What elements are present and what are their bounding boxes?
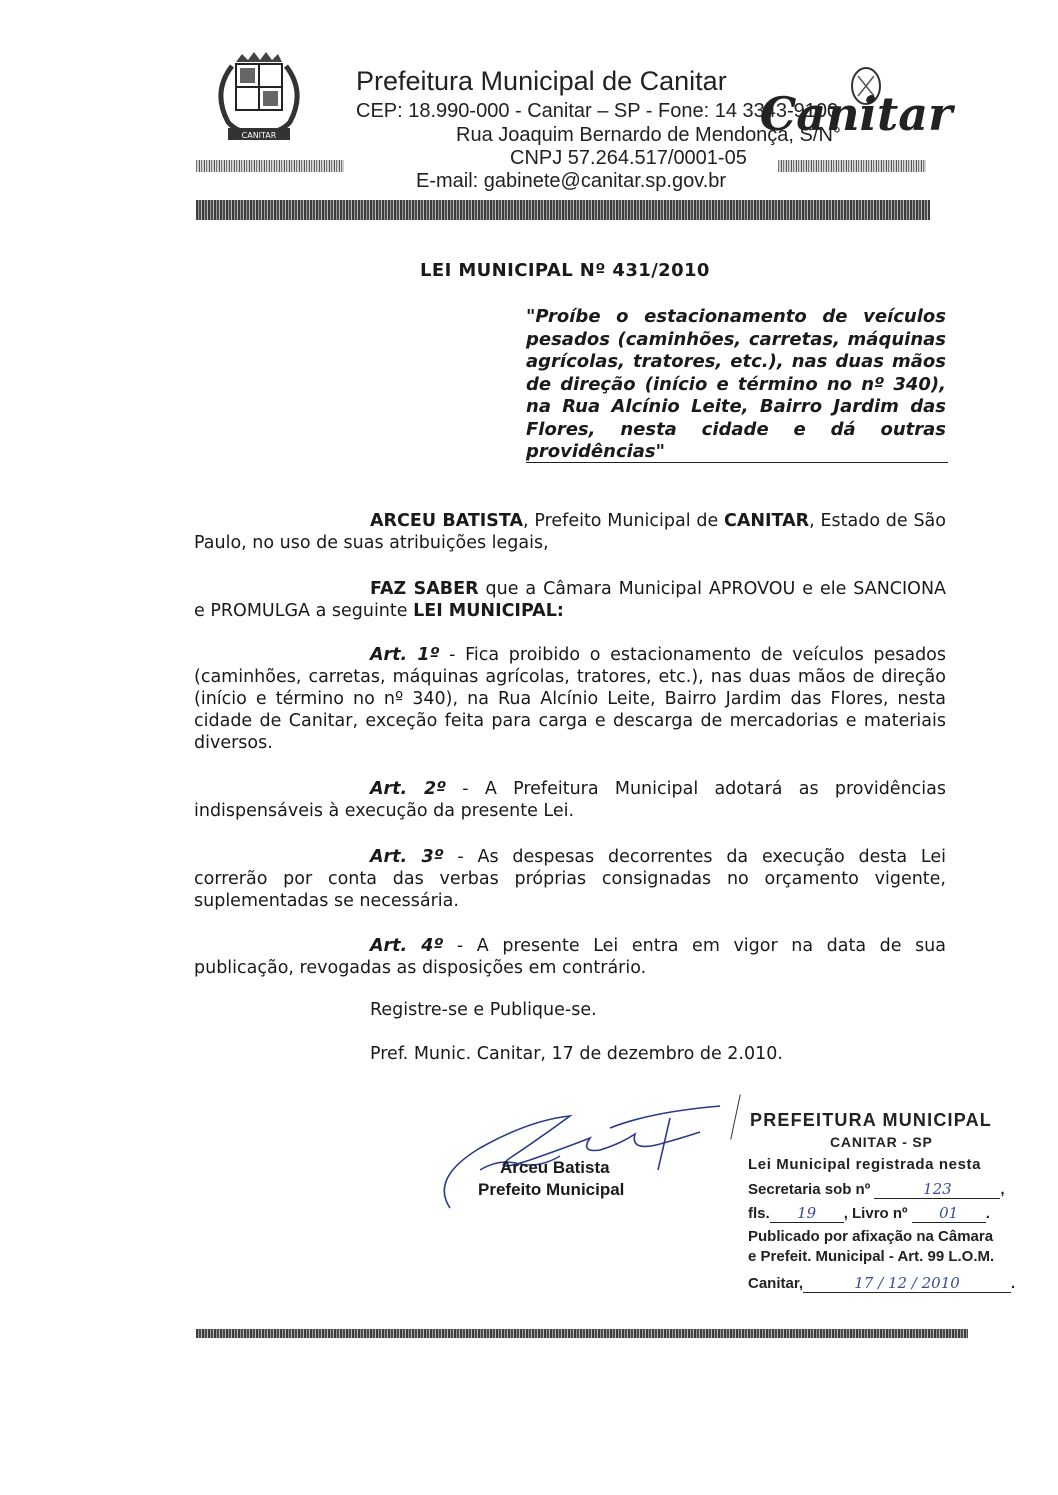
- article-2-label: Art. 2º: [370, 779, 447, 799]
- canitar-logo-icon: [759, 60, 953, 150]
- registre-publique: Registre-se e Publique-se.: [370, 1000, 597, 1020]
- article-3-label: Art. 3º: [370, 847, 444, 867]
- stamp-line-secretaria: Secretaria sob nº 123 ,: [748, 1180, 1005, 1198]
- canitar-logo-word: Canitar: [759, 87, 953, 141]
- municipal-crest-icon: [206, 52, 310, 148]
- law-ementa: "Proíbe o estacionamento de veículos pesados (caminhões, carretas, máquinas agrícolas, tratores, etc.), nas duas mãos de direção (início e término no nº 340), na Rua Alcínio Leite, Bairro Jardim das Flores, nesta cidade e dá outras providências": [526, 306, 946, 462]
- footer-divider-bar: [196, 1329, 968, 1338]
- crest-label: CANITAR: [241, 131, 277, 140]
- header-email: E-mail: gabinete@canitar.sp.gov.br: [416, 170, 727, 192]
- header-cnpj: CNPJ 57.264.517/0001-05: [510, 147, 747, 169]
- header-decor-bar-right: [778, 160, 926, 172]
- stamp-corner-mark: [730, 1094, 741, 1139]
- article-4: Art. 4º - A presente Lei entra em vigor na data de sua publicação, revogadas as disposições em contrário.: [194, 936, 947, 978]
- signing-date: Pref. Munic. Canitar, 17 de dezembro de 2.010.: [370, 1044, 783, 1064]
- signatory-name: Arceu Batista: [500, 1158, 610, 1177]
- stamp-folio-number: 19: [770, 1204, 844, 1223]
- article-3: Art. 3º - As despesas decorrentes da execução desta Lei correrão por conta das verbas próprias consignadas no orçamento vigente, suplementadas se necessária.: [194, 847, 947, 911]
- city-name: CANITAR: [724, 511, 810, 531]
- header-decor-bar-left: [196, 160, 344, 172]
- article-1-label: Art. 1º: [370, 645, 440, 665]
- article-1: Art. 1º - Fica proibido o estacionamento de veículos pesados (caminhões, carretas, máquinas agrícolas, tratores, etc.), nas duas mãos de direção (início e término no nº 340), na Rua Alcínio Leite, Bairro Jardim das Flores, nesta cidade de Canitar, exceção feita para carga e descarga de mercadorias e materiais diversos.: [194, 645, 947, 753]
- stamp-line-registered: Lei Municipal registrada nesta: [748, 1156, 982, 1173]
- law-title: LEI MUNICIPAL Nº 431/2010: [420, 260, 710, 281]
- intro-paragraph: ARCEU BATISTA, Prefeito Municipal de CANITAR, Estado de São Paulo, no uso de suas atribuições legais,: [194, 511, 946, 553]
- article-2: Art. 2º - A Prefeitura Municipal adotará as providências indispensáveis à execução da presente Lei.: [194, 779, 946, 821]
- header-divider-bar: [196, 200, 930, 220]
- signatory-role: Prefeito Municipal: [478, 1180, 625, 1199]
- mayor-name: ARCEU BATISTA: [370, 511, 524, 531]
- ementa-underline: [526, 462, 948, 463]
- stamp-title: PREFEITURA MUNICIPAL: [750, 1110, 992, 1130]
- promulgation-paragraph: FAZ SABER que a Câmara Municipal APROVOU e ele SANCIONA e PROMULGA a seguinte LEI MUNICIPAL:: [194, 579, 947, 621]
- stamp-line-folios: fls. 19 , Livro nº 01 .: [748, 1204, 990, 1222]
- header-address: Rua Joaquim Bernardo de Mendonça, S/N°: [456, 124, 841, 146]
- stamp-line-date: Canitar, 17 / 12 / 2010 .: [748, 1274, 1016, 1292]
- stamp-subtitle: CANITAR - SP: [830, 1134, 933, 1150]
- header-title: Prefeitura Municipal de Canitar: [356, 66, 727, 96]
- stamp-line-publicado: Publicado por afixação na Câmara: [748, 1228, 994, 1245]
- stamp-date-value: 17 / 12 / 2010: [803, 1274, 1011, 1293]
- article-4-label: Art. 4º: [370, 936, 444, 956]
- stamp-registration-number: 123: [874, 1180, 1000, 1199]
- stamp-book-number: 01: [912, 1204, 986, 1223]
- header-cep-phone: CEP: 18.990-000 - Canitar – SP - Fone: 14 3343-9100: [356, 100, 839, 122]
- stamp-line-article: e Prefeit. Municipal - Art. 99 L.O.M.: [748, 1248, 995, 1265]
